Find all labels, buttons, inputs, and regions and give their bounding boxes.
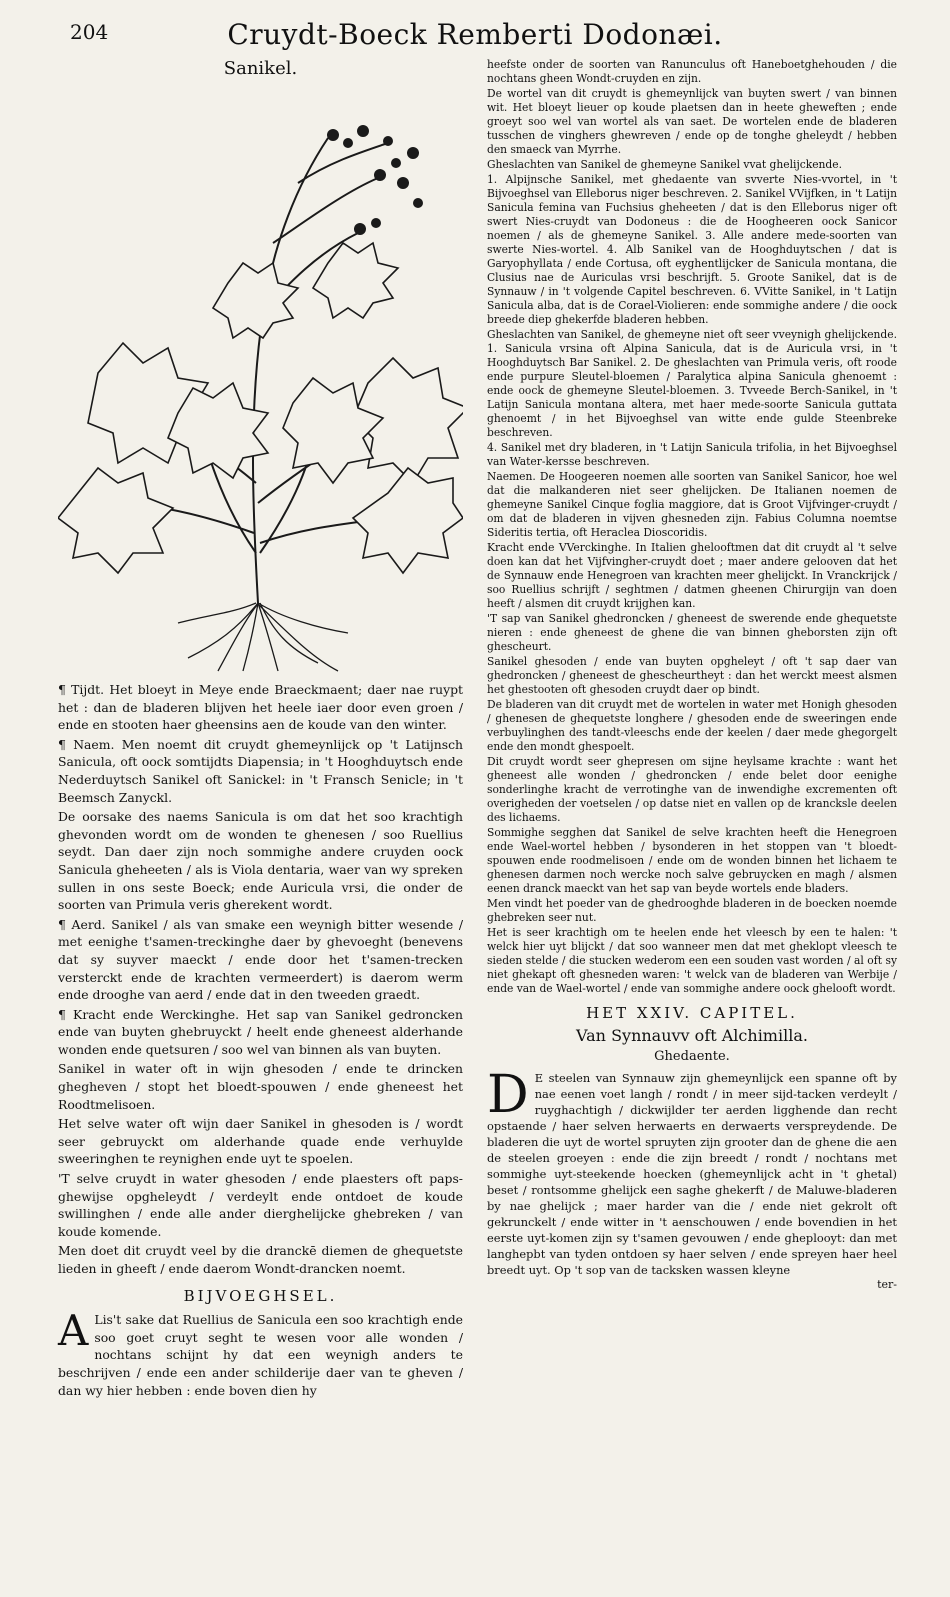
bijvoeghsel-paragraph [58, 1306, 463, 1399]
chapter-title: HET XXIV. CAPITEL. [586, 1004, 798, 1022]
paragraph-gheslachten-1: 1. Alpijnsche Sanikel, met ghedaente van svverte Nies-vvortel, in 't Bijvoeghsel van Elleborus niger beschreven. 2. Sanikel VVijfken, in 't Latijn Sanicula femina van Fuchsius gheheeten / dat is den Elleborus niger oft swert Nies-cruydt van Dodoneus : die de Hoogheeren oock Sanicor noemen / als de ghemeyne Sanikel. 3. Alle andere mede-soorten van swerte Nies-wortel. 4. Alb Sanikel van de Hooghduytschen / dat is Garyophyllata / ende Cortusa, oft eyghentlijcker de Sanicula montana, die Clusius nae de Auriculas vrsi beschrijft. 5. Groote Sanikel, dat is de Synnauw / in 't volgende Capitel beschreven. 6. VVitte Sanikel, in 't Latijn Sanicula alba, dat is de Corael-Violieren: ende sommighe andere / die oock breede diep ghekerfde bladeren hebben. [487, 173, 897, 326]
chapter-text [487, 1065, 897, 1278]
paragraph-sommighe: Sommighe segghen dat Sanikel de selve krachten heeft die Henegroen ende Wael-wortel hebben / bysonderen in het stoppen van 't bloedt-spouwen ende roodmelisoen / ende om de wonden binnen het lichaem te ghenesen darmen noch wercke noch salve gebruycken en magh / alsmen eenen dranck maeckt van het sap van beyde wortels ende bladers. [487, 826, 897, 895]
paragraph-naem: ¶ Naem. Men noemt dit cruydt ghemeynlijck op 't Latijnsch Sanicula, oft oock somtijdts Diapensia; in 't Hooghduytsch ende Nederduytsch Sanikel oft Sanickel: in 't Fransch Senicle; in 't Beemsch Zanyckl. [58, 736, 463, 805]
paragraph-naemen: Naemen. De Hoogeeren noemen alle soorten van Sanikel Sanicor, hoe wel dat die malkanderen niet seer ghelijcken. De Italianen noemen de ghemeyne Sanikel Cinque foglia maggiore, dat is Groot Vijfvinger-cruydt / om dat de bladeren in vijven ghesneden zijn. Fabius Columna noemtse Sideritis tertia, oft Heraclea Dioscoridis. [487, 470, 897, 539]
bijvoeghsel-text: Lis't sake dat Ruellius de Sanicula een soo krachtigh ende soo goet cruyt seght te wesen voor alle wonden / nochtans schijnt hy dat een weynigh anders te beschrijven / ende een ander schilderije daer van te gheven / dan wy hier hebben : ende boven dien hy [58, 1312, 463, 1398]
sanicle-plant-woodcut [58, 83, 463, 673]
paragraph-wortel: De wortel van dit cruydt is ghemeynlijck van buyten swert / van binnen wit. Het bloeyt lieuer op koude plaetsen dan in heete gheweften ; ende groeyt soo wel van wortel als van saet. De wortelen ende de bladeren tusschen de vinghers ghewreven / ende op de tonghe gheleydt / hebben den smaeck van Myrrhe. [487, 87, 897, 156]
paragraph-poeder: Men vindt het poeder van de ghedrooghde bladeren in de boecken noemde ghebreken seer nut. [487, 897, 897, 924]
paragraph-continued: heefste onder de soorten van Ranunculus oft Haneboetghehouden / die nochtans gheen Wondt-cruyden en zijn. [487, 58, 897, 85]
catchword: ter- [877, 1278, 897, 1291]
chapter-subtitle: Van Synnauvv oft Alchimilla. [576, 1026, 808, 1045]
left-text [58, 681, 463, 1399]
paragraph-kracht-4: 'T selve cruydt in water ghesoden / ende plaesters oft paps-ghewijse opgheleydt / verdeylt ende ontdoet de koude swillinghen / ende alle ander dierghelijcke ghebreken / van koude komende. [58, 1171, 463, 1239]
paragraph-sap: 'T sap van Sanikel ghedroncken / gheneest de swerende ende ghequetste nieren : ende gheneest de ghene die van binnen gheborsten zijn oft ghescheurt. [487, 612, 897, 653]
right-column [487, 58, 897, 1291]
chapter-subhead: Ghedaente. [654, 1049, 730, 1064]
paragraph-tijdt: ¶ Tijdt. Het bloeyt in Meye ende Braeckmaent; daer nae ruypt het : dan de bladeren blijven het heele iaer door even groen / ende en stooten haer gheensins aen de koude van den winter. [58, 682, 463, 733]
paragraph-aerd: ¶ Aerd. Sanikel / als van smake een weynigh bitter wesende / met eenighe t'samen-treckinghe daer by ghevoeght (benevens dat sy suyver maeckt / ende door het t'samen-trecken versterckt ende de krachten vermeerdert) is daerom werm ende drooghe van aerd / ende dat in den tweeden graedt. [58, 916, 463, 1003]
paragraph-kracht-3: Het selve water oft wijn daer Sanikel in ghesoden is / wordt seer gebruyckt om alderhande quade ende verhuylde sweeringhen te reynighen ende uyt te spoelen. [58, 1116, 463, 1167]
paragraph-kracht: Kracht ende VVerckinghe. In Italien ghelooftmen dat dit cruydt al 't selve doen kan dat het Vijfvingher-cruydt doet ; maer andere gelooven dat het de Synnauw ende Henegroen van krachten meer ghelijckt. In Vranckrijck / soo Ruellius schrijft / seghtmen / datmen gheenen Chirurgijn van doen heeft / alsmen dit cruydt krijghen kan. [487, 541, 897, 610]
paragraph-gheslachten-2: Gheslachten van Sanikel, de ghemeyne niet oft seer vveynigh ghelijckende. 1. Sanicula vrsina oft Alpina Sanicula, dat is de Auricula vrsi, in 't Hooghduytsch Bar Sanikel. 2. De gheslachten van Primula veris, oft roode ende purpure Sleutel-bloemen / Paralytica alpina Sanicula ghenoemt : ende oock de ghemeyne Sleutel-bloemen. 3. Tvveede Berch-Sanikel, in 't Latijn Sanicula montana altera, met haer mede-soorte Sanicula guttata ghenoemt / in het Bijvoeghsel van witte ende gulde Steenbreke beschreven. [487, 328, 897, 439]
subheading-gheslachten-1: Gheslachten van Sanikel de ghemeyne Sanikel vvat ghelijckende. [487, 158, 842, 171]
paragraph-ghepresen: Dit cruydt wordt seer ghepresen om sijne heylsame krachte : want het gheneest alle wonden / ghedroncken / ende belet door eenighe sonderlinghe kracht de verrotinghe van de inwendighe excrementen oft overigheden der voetselen / op datse niet en vallen op de krancksle deelen des lichaems. [487, 755, 897, 824]
right-text [487, 58, 897, 996]
paragraph-gheslachten-3: 4. Sanikel met dry bladeren, in 't Latijn Sanicula trifolia, in het Bijvoeghsel van Water-kersse beschreven. [487, 441, 897, 468]
paragraph-kracht-5: Men doet dit cruydt veel by die dranckē diemen de ghequetste lieden in gheeft / ende daerom Wondt-drancken noemt. [58, 1243, 463, 1276]
running-title: Cruydt-Boeck Remberti Dodonæi. [227, 18, 723, 51]
dropcap-a: A [58, 1306, 89, 1356]
paragraph-bladeren: De bladeren van dit cruydt met de wortelen in water met Honigh ghesoden / ghenesen de ghequetste longhere / ghesoden ende de sweeringen ende verbuylinghen des tandt-vleeschs ende der keelen / daer mede ghegorgelt ende den mondt ghespoelt. [487, 698, 897, 753]
bijvoeghsel-heading: BIJVOEGHSEL. [183, 1286, 338, 1305]
paragraph-heelen: Het is seer krachtigh om te heelen ende het vleesch by een te halen: 't welck hier uyt blijckt / dat soo wanneer men dat met gheklopt vleesch te sieden stelde / die stucken wederom een een souden vast worden / al oft sy niet ghekapt oft ghesneden waren: 't welck van de bladeren van Werbije / ende van de Wael-wortel / ende van sommighe andere oock ghelooft wordt. [487, 926, 897, 995]
figure-title: Sanikel. [223, 58, 298, 79]
paragraph-naem-oorsake: De oorsake des naems Sanicula is om dat het soo krachtigh ghevonden wordt om de wonden te ghenesen / soo Ruellius seydt. Dan daer zijn noch sommighe andere cruyden oock Sanicula gheheeten / als is Viola dentaria, waer van wy spreken sullen in ons seste Boeck; ende Auricula vrsi, die onder de soorten van Primula veris gherekent wordt. [58, 809, 463, 913]
page-number: 204 [70, 20, 109, 44]
paragraph-ghesoden: Sanikel ghesoden / ende van buyten opgheleyt / oft 't sap daer van ghedroncken / gheneest de ghescheurtheyt : dan het werckt meest alsmen het ghestooten oft ghesoden cruydt daer op bindt. [487, 655, 897, 696]
dropcap-d: D [487, 1065, 529, 1125]
paragraph-kracht-2: Sanikel in water oft in wijn ghesoden / ende te drincken ghegheven / stopt het bloedt-spouwen / ende gheneest het Roodtmelisoen. [58, 1061, 463, 1112]
left-column [58, 58, 463, 1401]
chapter-body: E steelen van Synnauw zijn ghemeynlijck een spanne oft by nae eenen voet langh / rondt / in meer sijd-tacken verdeylt / ruyghachtigh / dickwijlder ter aerden ligghende dan recht opstaende / haer selven herwaerts en derwaerts verspreydende. De bladeren die uyt de wortel spruyten zijn grooter dan de ghene die aen de steelen groeyen : ende die zijn breedt / rondt / nochtans met sommighe uyt-steekende hoecken (ghemeynlijck acht in 't ghetal) beset / rontsomme ghelijck een saghe ghekerft / de Maluwe-bladeren by nae ghelijck ; maer harder van die / ende niet gekrolt oft gekrunckelt / ende witter in 't aenschouwen / ende bovendien in het eerste uyt-komen zijn sy t'samen gevouwen / ende gheplooyt: dan met langhepbt van tyden ontdoen sy haer selven / ende spreyen haer heel breedt uyt. Op 't sop van de tacksken wassen kleyne [487, 1071, 897, 1277]
paragraph-kracht: ¶ Kracht ende Werckinghe. Het sap van Sanikel gedroncken ende van buyten ghebruyckt / heelt ende gheneest alderhande wonden ende quetsuren / soo wel van binnen als van buyten. [58, 1006, 463, 1057]
